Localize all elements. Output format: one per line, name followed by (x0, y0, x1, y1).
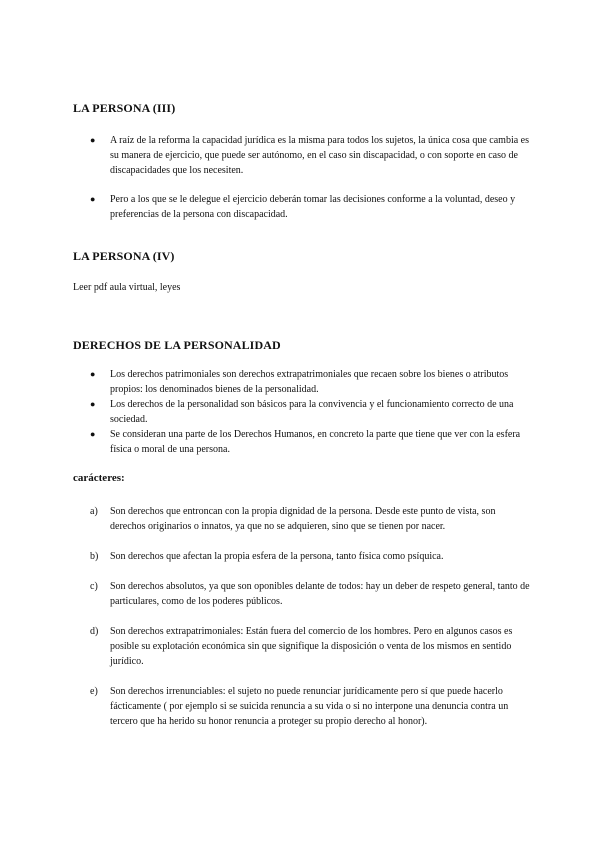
list-item: ● A raíz de la reforma la capacidad jurídica es la misma para todos los sujetos, la única cosa que cambia es su manera de ejercicio, que puede ser autónomo, en el caso sin discapacidad, o con soporte en caso de discapacidades que los necesiten. (90, 135, 530, 176)
note-text: Leer pdf aula virtual, leyes (73, 282, 181, 293)
list-item: ● Se consideran una parte de los Derechos Humanos, en concreto la parte que tiene que ver con la esfera física o moral de una persona. (90, 429, 521, 455)
bullet-icon: ● (90, 429, 96, 439)
list-item: ● Pero a los que se le delegue el ejercicio deberán tomar las decisiones conforme a la voluntad, deseo y preferencias de la persona con discapacidad. (90, 194, 516, 220)
bullet-list-persona-iii (73, 133, 533, 222)
list-item: c) Son derechos absolutos, ya que son oponibles delante de todos: hay un deber de respeto general, tanto de particulares, como de los poderes públicos. (90, 581, 530, 607)
caracteres-label: carácteres: (73, 472, 125, 484)
section-title-persona-iii: LA PERSONA (III) (73, 101, 176, 115)
list-marker: b) (90, 551, 99, 562)
list-item: e) Son derechos irrenunciables: el sujeto no puede renunciar jurídicamente pero sí que puede hacerlo fácticamente ( por ejemplo si se suicida renuncia a su vida o si no interpone una denuncia contra un tercero que ha herido su honor renuncia a proteger su propio derecho al honor). (90, 686, 509, 727)
section-title-derechos: DERECHOS DE LA PERSONALIDAD (73, 338, 281, 352)
list-item: ● Los derechos patrimoniales son derechos extrapatrimoniales que recaen sobre los bienes o atributos propios: los denominados bienes de la personalidad. (90, 369, 509, 395)
list-marker: d) (90, 626, 99, 637)
list-marker: e) (90, 686, 98, 697)
bullet-icon: ● (90, 399, 96, 409)
bullet-list-derechos (73, 367, 533, 457)
list-marker: a) (90, 506, 98, 517)
list-item: d) Son derechos extrapatrimoniales: Están fuera del comercio de los hombres. Pero en algunos casos es posible su explotación económica sin que signifique la disposición o venta de los mismos en sentido jurídico. (90, 626, 513, 667)
section-title-persona-iv: LA PERSONA (IV) (73, 249, 175, 263)
list-item: ● Los derechos de la personalidad son básicos para la convivencia y el funcionamiento correcto de una sociedad. (90, 399, 514, 425)
bullet-icon: ● (90, 369, 96, 379)
list-item: b) Son derechos que afectan la propia esfera de la persona, tanto física como psíquica. (90, 551, 444, 562)
caracteres-list (73, 504, 533, 729)
bullet-icon: ● (90, 194, 96, 204)
list-item: a) Son derechos que entroncan con la propia dignidad de la persona. Desde este punto de vista, son derechos originarios o innatos, ya que no se adquieren, sino que se tienen por nacer. (90, 506, 496, 532)
list-marker: c) (90, 581, 98, 592)
bullet-icon: ● (90, 135, 96, 145)
